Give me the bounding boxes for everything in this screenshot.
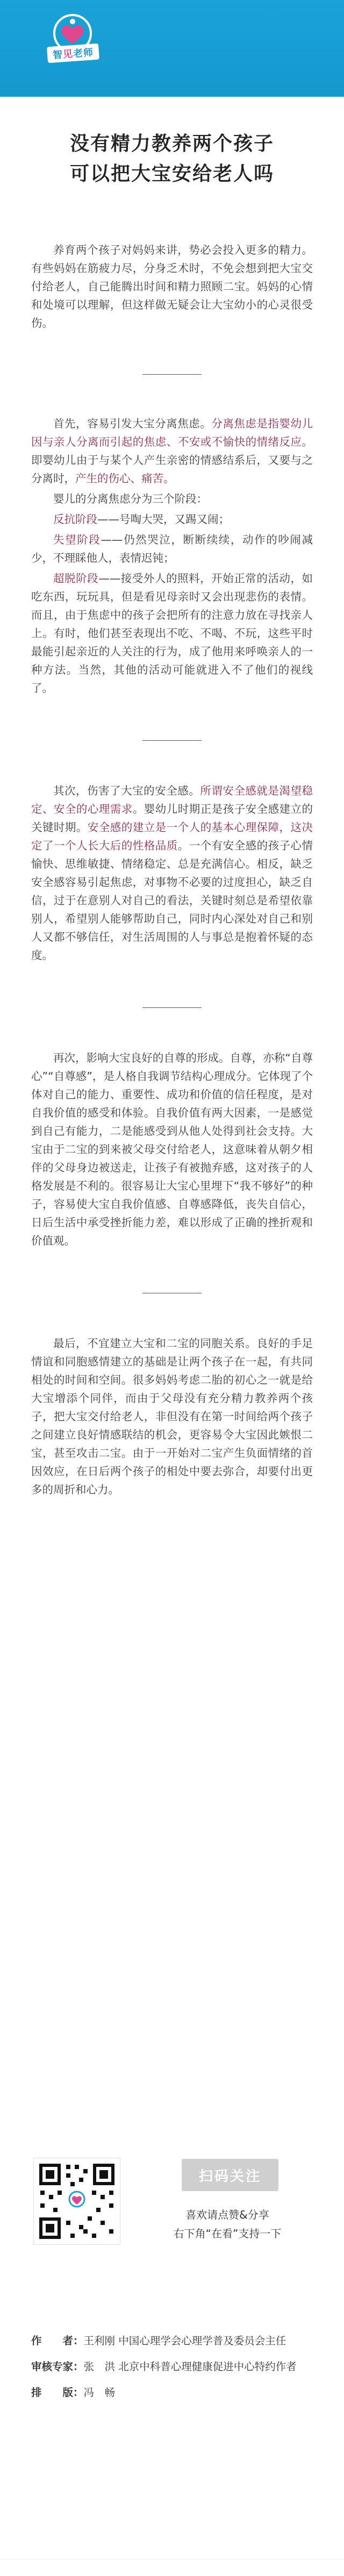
s1-text-a: 首先，容易引发大宝分离焦虑。 [53, 417, 212, 430]
s1-stage-3 [31, 569, 313, 697]
s3-paragraph-1: 再次，影响大宝良好的自尊的形成。自尊，亦称“自尊心”“自尊感”，是人格自我调节结构心理成分。它体现了个体对自己的能力、重要性、成功和价值的信任程度，是对自我价值的感受和体验。自我价值有两大因素，一是感觉到自己有能力，二是能感受到从他人处得到社会支持。大宝由于二宝的到来被父母交付给老人，这意味着从朝夕相伴的父母身边被送走，让孩子有被抛弃感，这对孩子的人格发展是不利的。很容易让大宝心里埋下“我不够好”的种子，容易使大宝自我价值感、自尊感降低，丧失自信心，日后生活中承受挫折能力差，难以形成了正确的挫折观和价值观。 [31, 1051, 313, 1247]
logo-text-left: 智 [52, 49, 63, 61]
stage-3-text: ——接受外人的照料，开始正常的活动，如吃东西，玩玩具，但是看见母亲时又会出现悲伤的表情。而且，由于焦虑中的孩子会把所有的注意力放在寻找亲人上。有时，他们甚至表现出不吃、不喝、不玩，这些平时最能引起亲近的人关注的行为，成了他用来呼唤亲人的一种方法。当然，其他的活动可能就进入不了他们的视线了。 [31, 572, 313, 695]
s1-highlight-1: 分离焦虑是指婴幼儿因与亲人分离而引起的焦虑、不安或不愉快的情绪反应。 [31, 417, 313, 448]
s1-text-b: 即婴幼儿由于与某个人产生亲密的情感结系后，又要与之分离时， [31, 454, 313, 485]
s2-highlight-1: 所谓安全感就是渴望稳定、安全的心理需求。 [31, 784, 313, 815]
stage-1-text: ——号啕大哭，又踢又闹； [97, 513, 230, 526]
s2-text-a: 其次，伤害了大宝的安全感。 [53, 784, 200, 797]
title-line-2: 可以把大宝安给老人吗 [69, 163, 274, 185]
s1-stage-2 [31, 531, 313, 567]
credit-reviewer-value: 张 洪 北京中科普心理健康促进中心特约作者 [83, 2360, 297, 2373]
follow-block [139, 2159, 316, 2241]
follow-button[interactable]: 扫码关注 [182, 2159, 278, 2191]
s1-stage-1 [31, 510, 313, 528]
qr-code[interactable] [33, 2158, 120, 2245]
credit-layout-label: 排 版： [31, 2386, 84, 2399]
stage-1-label: 反抗阶段 [53, 513, 97, 526]
title-line-1: 没有精力教养两个孩子 [69, 133, 274, 155]
stage-3-label: 超脱阶段 [53, 572, 99, 585]
qr-code-icon [34, 2158, 120, 2244]
credit-author-value: 王利刚 中国心理学会心理学普及委员会主任 [83, 2335, 286, 2347]
stage-2-text: ——仍然哭泣，断断续续，动作的吵闹减少，不理睬他人，表情迟钝； [31, 533, 313, 564]
s1-paragraph-1 [31, 414, 313, 488]
credit-author-label: 作 者： [31, 2335, 84, 2347]
logo-text-right: 老师 [73, 47, 94, 60]
s2-text-b: 婴幼儿时期正是孩子安全感建立的关键时期。 [31, 803, 313, 834]
s2-paragraph-1 [31, 782, 313, 964]
credit-layout [31, 2385, 316, 2401]
credit-reviewer [31, 2359, 316, 2375]
intro-section [0, 241, 344, 332]
follow-like-share: 喜欢请点赞&分享 [185, 2208, 269, 2221]
section-sibling [0, 1334, 344, 1499]
credit-author [31, 2333, 316, 2349]
credits [31, 2333, 316, 2410]
s2-highlight-2: 安全感的建立是一个人的基本心理保障，这决定了一个人长大后的性格品质。 [31, 821, 313, 852]
section-security [0, 782, 344, 964]
s2-text-c: 一个有安全感的孩子心情愉快、思维敏捷、情绪稳定、总是充满信心。相反，缺乏安全感容易引起焦虑，对事物不必要的过度担心，缺乏自信，过于在意别人对自己的看法，关键时刻总是希望依靠别人，希望别人能够帮助自己，同时内心深处对自己和别人又都不够信任，对生活周围的人与事总是抱着怀疑的态度。 [31, 839, 313, 962]
section-separation-anxiety [0, 414, 344, 697]
top-banner [0, 0, 344, 97]
logo-heart-icon [38, 5, 108, 75]
logo-text-mid: 见 [62, 48, 74, 61]
follow-watch-hint: 右下角“在看”支持一下 [173, 2227, 282, 2240]
credit-reviewer-label: 审核专家： [31, 2360, 84, 2373]
brand-logo[interactable] [38, 5, 108, 75]
intro-paragraph: 养育两个孩子对妈妈来讲，势必会投入更多的精力。有些妈妈在筋疲力尽，分身乏术时，不免会想到把大宝交付给老人，自己能腾出时间和精力照顾二宝。妈妈的心情和处境可以理解，但这样做无疑会让大宝幼小的心灵很受伤。 [31, 244, 313, 330]
page-title [0, 129, 344, 189]
section-self-esteem [0, 1049, 344, 1250]
stage-2-label: 失望阶段 [53, 533, 101, 546]
s1-highlight-2: 产生的伤心、痛苦。 [75, 472, 175, 485]
credit-layout-value: 冯 畅 [83, 2386, 116, 2399]
s1-paragraph-2: 婴儿的分离焦虑分为三个阶段： [53, 492, 207, 505]
s4-paragraph-1: 最后，不宜建立大宝和二宝的同胞关系。良好的手足情谊和同胞感情建立的基础是让两个孩子在一起，有共同相处的时间和空间。很多妈妈考虑二胎的初心之一就是给大宝增添个同伴，而由于父母没有充分精力教养两个孩子，把大宝交付给老人，非但没有在第一时间给两个孩子之间建立良好情感联结的机会，更容易令大宝因此嫉恨二宝，甚至攻击二宝。由于一开始对二宝产生负面情绪的首因效应，在日后两个孩子的相处中要去弥合，却要付出更多的周折和心力。 [31, 1337, 313, 1496]
